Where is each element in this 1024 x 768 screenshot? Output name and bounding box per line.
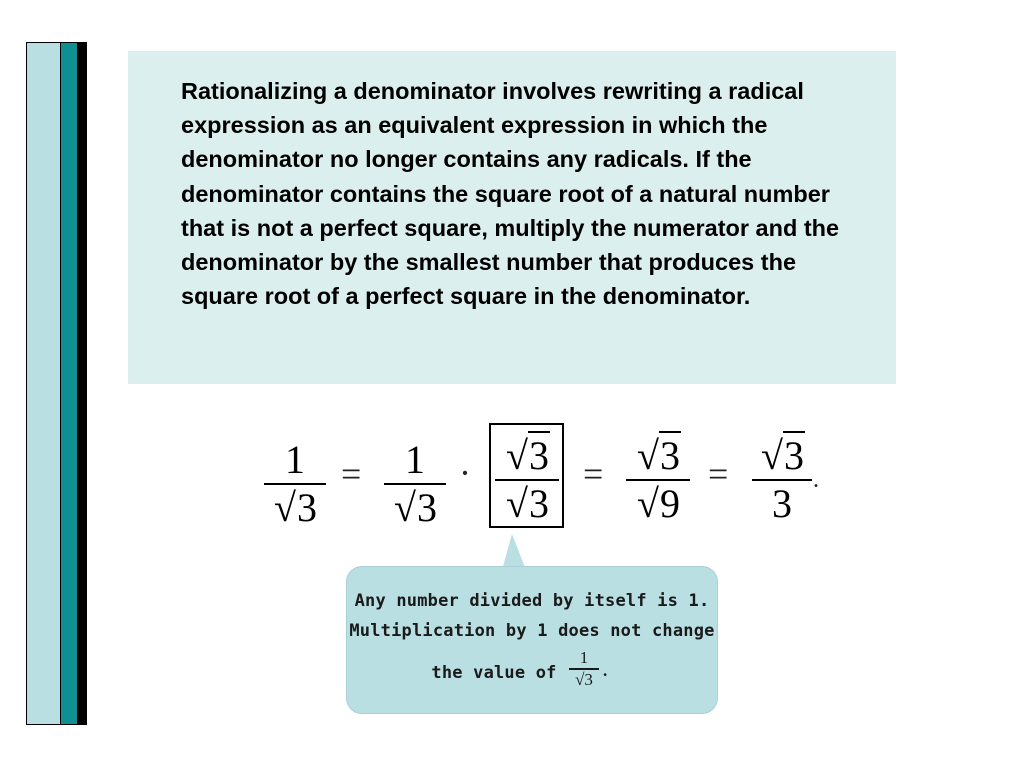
callout-line-1: Any number divided by itself is 1. xyxy=(354,591,710,611)
equals-sign-1: = xyxy=(341,454,362,494)
equation-period: . xyxy=(813,467,819,493)
left-bar-teal xyxy=(60,42,77,725)
callout-pointer xyxy=(502,534,526,570)
definition-box xyxy=(128,51,896,384)
callout-period: . xyxy=(603,661,608,680)
left-bar-black xyxy=(77,42,87,725)
left-bar-light xyxy=(26,42,60,725)
callout-line-3: the value of xyxy=(431,663,557,683)
equals-sign-2: = xyxy=(583,454,604,494)
equals-sign-3: = xyxy=(708,454,729,494)
callout-fraction: 1 √3 xyxy=(569,649,599,689)
callout-note xyxy=(346,566,718,714)
multiply-dot: · xyxy=(459,453,471,493)
callout-line-2: Multiplication by 1 does not change xyxy=(349,621,715,641)
definition-text: Rationalizing a denominator involves rewriting a radical expression as an equivalent expression in which the denominator no longer contains any radicals. If the denominator contains the square root of a natural number that is not a perfect square, multiply the numerator and the denominator by the smallest number that produces the square root of a perfect square in the denominator. xyxy=(181,78,840,310)
